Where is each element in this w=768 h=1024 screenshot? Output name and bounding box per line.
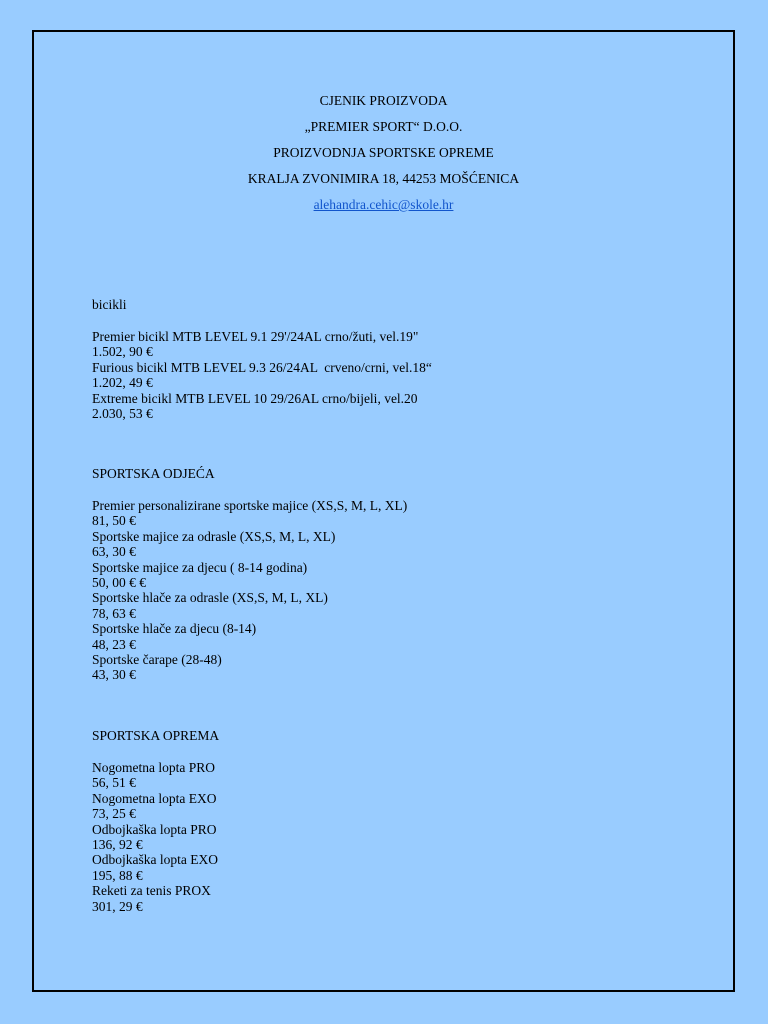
product-name: Nogometna lopta PRO	[92, 760, 215, 775]
product-name: Extreme bicikl MTB LEVEL 10 29/26AL crno/bijeli, vel.20	[92, 390, 418, 406]
document-title: CJENIK PROIZVODA	[319, 93, 448, 108]
product-list	[92, 329, 713, 421]
section-title: SPORTSKA OPREMA	[92, 728, 220, 743]
product-price: 301, 29 €	[92, 898, 143, 914]
product-name: Sportske majice za odrasle (XS,S, M, L, XL)	[92, 528, 336, 544]
product-list	[92, 760, 713, 914]
product-name: Sportske hlače za odrasle (XS,S, M, L, XL)	[92, 590, 328, 606]
product-price: 63, 30 €	[92, 544, 136, 560]
email-line	[34, 192, 733, 218]
section-equipment	[92, 728, 713, 914]
company-address: KRALJA ZVONIMIRA 18, 44253 MOŠĆENICA	[247, 171, 520, 186]
section-title: SPORTSKA ODJEĆA	[92, 466, 215, 481]
section-bicycles	[92, 297, 713, 421]
product-name: Odbojkaška lopta PRO	[92, 821, 217, 837]
product-name: Premier personalizirane sportske majice (XS,S, M, L, XL)	[92, 498, 408, 513]
product-name: Odbojkaška lopta EXO	[92, 852, 218, 868]
product-name: Reketi za tenis PROX	[92, 883, 211, 899]
product-price: 136, 92 €	[92, 836, 143, 852]
product-name: Premier bicikl MTB LEVEL 9.1 29'/24AL crno/žuti, vel.19"	[92, 329, 419, 344]
product-price: 2.030, 53 €	[92, 405, 153, 421]
product-price: 195, 88 €	[92, 867, 143, 883]
product-price: 73, 25 €	[92, 806, 136, 822]
product-name: Furious bicikl MTB LEVEL 9.3 26/24AL crveno/crni, vel.18“	[92, 359, 432, 375]
section-title: bicikli	[92, 297, 127, 312]
product-name: Sportske čarape (28-48)	[92, 651, 222, 667]
product-price: 1.502, 90 €	[92, 344, 153, 360]
company-name: „PREMIER SPORT“ D.O.O.	[304, 119, 463, 134]
product-price: 78, 63 €	[92, 605, 136, 621]
page-frame	[32, 30, 735, 992]
company-activity: PROIZVODNJA SPORTSKE OPREME	[273, 145, 494, 160]
product-price: 56, 51 €	[92, 775, 136, 791]
product-price: 81, 50 €	[92, 513, 136, 529]
document-header	[34, 88, 733, 218]
product-price: 43, 30 €	[92, 667, 136, 683]
product-name: Sportske hlače za djecu (8-14)	[92, 621, 257, 637]
product-list	[92, 498, 713, 683]
email-link[interactable]: alehandra.cehic@skole.hr	[313, 197, 454, 212]
product-name: Sportske majice za djecu ( 8-14 godina)	[92, 559, 308, 575]
product-price: 48, 23 €	[92, 636, 136, 652]
product-price: 50, 00 € €	[92, 574, 146, 590]
section-clothing	[92, 466, 713, 683]
product-price: 1.202, 49 €	[92, 375, 153, 391]
product-name: Nogometna lopta EXO	[92, 790, 217, 806]
